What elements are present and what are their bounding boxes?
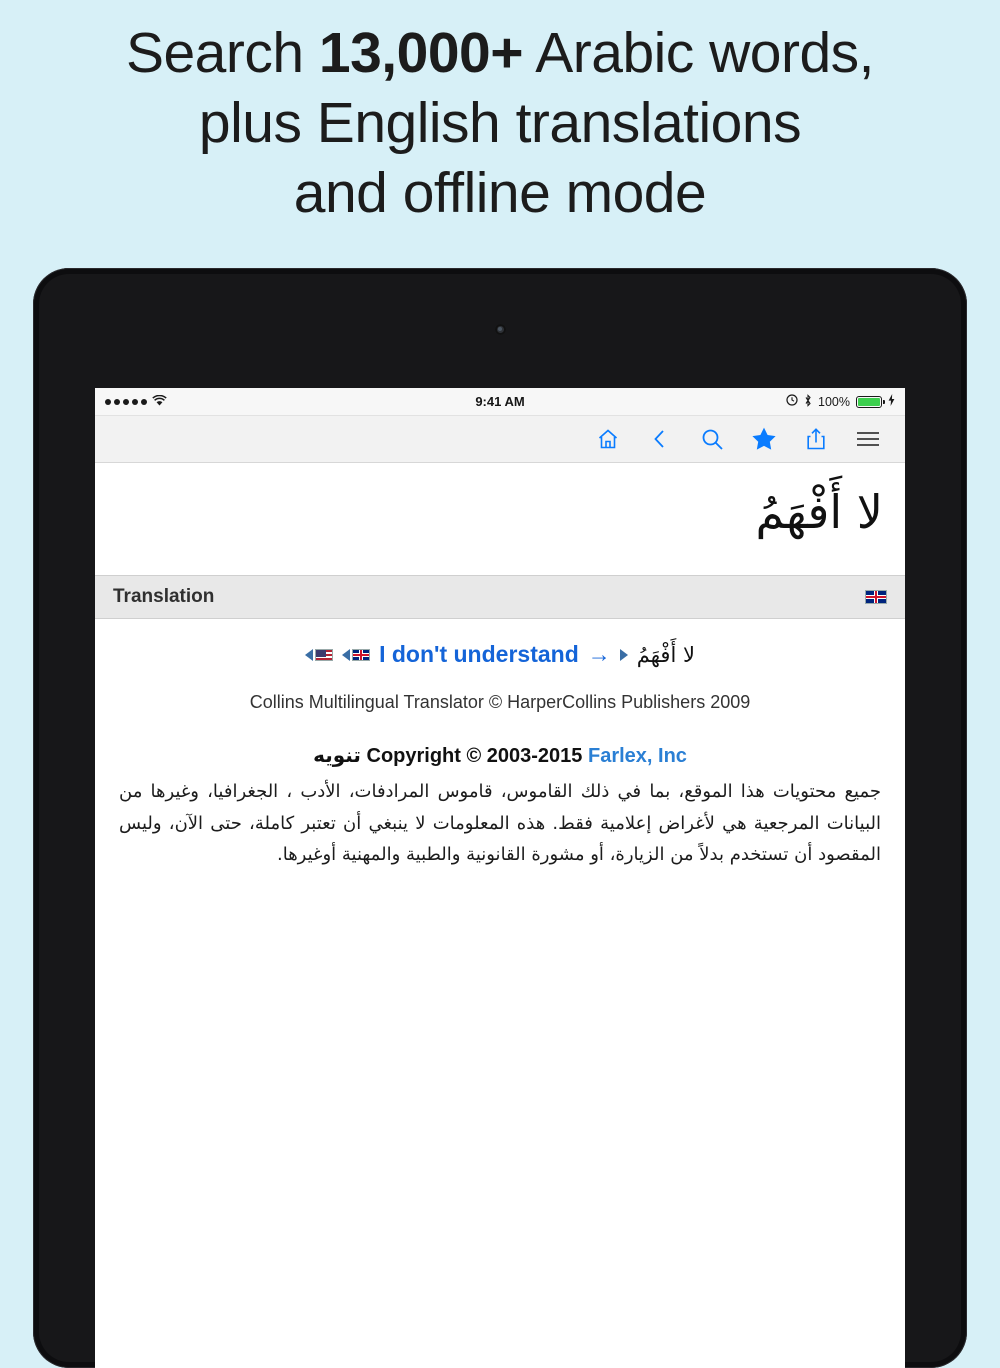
promo-line1-strong: 13,000+: [318, 21, 524, 85]
entry-headword: لا أَفْهَمُ: [95, 463, 905, 575]
battery-icon: [856, 396, 882, 408]
promo-line-2: plus English translations: [198, 91, 802, 155]
front-camera-icon: [495, 324, 506, 335]
promo-headline: [0, 18, 1000, 228]
promo-line1-post: Arabic words,: [523, 21, 875, 85]
farlex-link[interactable]: Farlex, Inc: [587, 745, 687, 767]
status-bar-clock: 9:41 AM: [475, 394, 525, 409]
promo-line1-pre: Search: [125, 21, 319, 85]
copyright-heading: [95, 723, 905, 772]
bluetooth-icon: [804, 394, 812, 410]
share-icon[interactable]: [803, 426, 829, 452]
translation-arabic-text: لا أَفْهَمُ: [636, 642, 695, 667]
copyright-arabic-notice: تنويه: [313, 743, 361, 767]
us-speaker-icon[interactable]: [305, 649, 333, 661]
ar-speaker-icon[interactable]: [620, 649, 628, 661]
charging-icon: [888, 394, 895, 409]
translation-row: [95, 619, 905, 676]
star-icon[interactable]: [751, 426, 777, 452]
promo-line-3: and offline mode: [293, 161, 707, 225]
promo-line-1: [0, 18, 1000, 88]
status-bar: [95, 388, 905, 416]
uk-flag-icon: [865, 590, 887, 604]
uk-speaker-icon[interactable]: [342, 649, 370, 661]
status-bar-right: [786, 394, 895, 410]
hamburger-menu-icon[interactable]: [855, 426, 881, 452]
section-title-label: Translation: [113, 586, 215, 607]
app-toolbar: [95, 416, 905, 463]
translation-source-credit: Collins Multilingual Translator © HarperCollins Publishers 2009: [249, 692, 751, 712]
alarm-icon: [786, 394, 798, 409]
copyright-line-pre: Copyright © 2003-2015: [366, 745, 588, 767]
search-icon[interactable]: [699, 426, 725, 452]
copyright-disclaimer: جميع محتويات هذا الموقع، بما في ذلك القاموس، قاموس المرادفات، الأدب ، الجغرافيا، وغيرها من البيانات المرجعية هي لأغراض إعلامية فقط. هذه المعلومات لا ينبغي أن تعتبر كاملة، حتى الآن، وليس المقصود أن تستخدم بدلاً من الزيارة، أو مشورة القانونية والطبية والمهنية أوغيرها.: [119, 781, 881, 865]
device-screen: [95, 388, 905, 1368]
battery-percentage: 100%: [818, 394, 850, 409]
translation-section-header: [95, 575, 905, 619]
back-chevron-icon[interactable]: [647, 426, 673, 452]
tablet-device: [33, 268, 967, 1368]
translation-arrow: →: [587, 641, 611, 667]
translation-english-text[interactable]: I don't understand: [379, 641, 579, 667]
home-icon[interactable]: [595, 426, 621, 452]
